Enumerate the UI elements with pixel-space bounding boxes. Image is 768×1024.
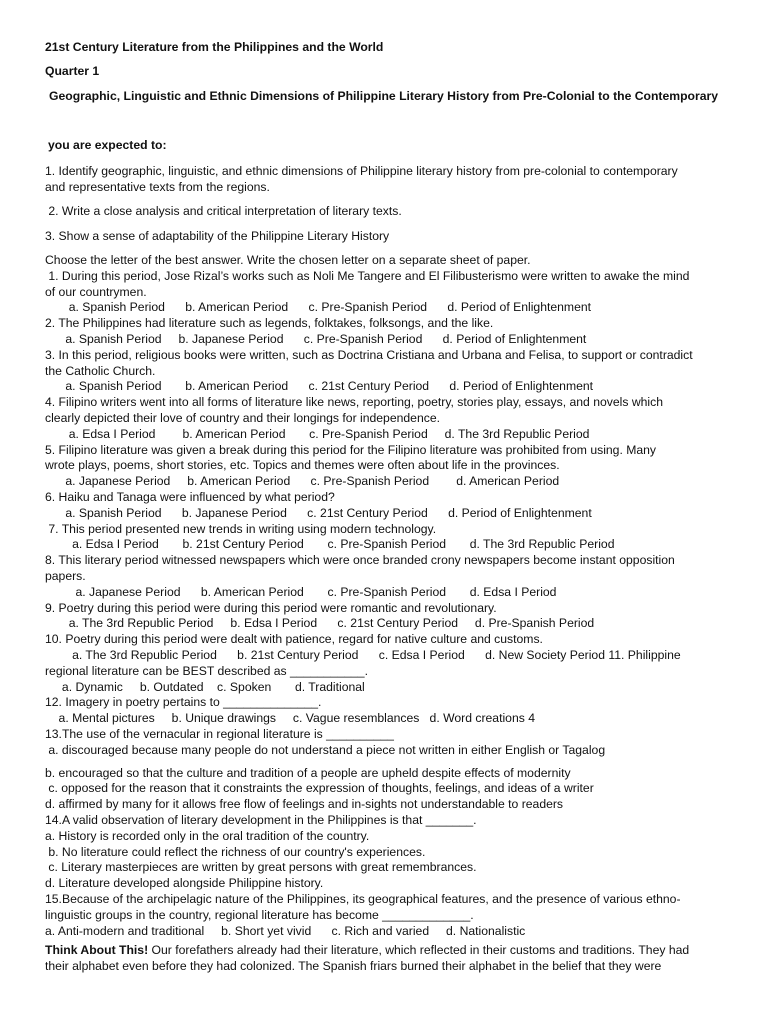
lesson-title: Geographic, Linguistic and Ethnic Dimensions of Philippine Literary History from Pre-Colonial to the Contemporary [49, 89, 719, 103]
quarter-label: Quarter 1 [45, 64, 100, 78]
objective-line: 2. Write a close analysis and critical interpretation of literary texts. [45, 204, 402, 218]
quiz-line: clearly depicted their love of country and their longings for independence. [45, 411, 440, 425]
quiz-line: 8. This literary period witnessed newspapers which were once branded crony newspapers become instant opposition [45, 553, 675, 568]
quiz-line: 7. This period presented new trends in writing using modern technology. [45, 521, 437, 536]
objective-line: 3. Show a sense of adaptability of the Philippine Literary History [45, 229, 390, 243]
quiz-line: d. Literature developed alongside Philippine history. [45, 876, 324, 891]
quiz-line: 12. Imagery in poetry pertains to ______________. [45, 695, 322, 710]
quiz-line: a. Japanese Period b. American Period c. Pre-Spanish Period d. American Period [45, 474, 560, 489]
quiz-line: a. The 3rd Republic Period b. Edsa I Period c. 21st Century Period d. Pre-Spanish Period [45, 616, 595, 631]
quiz-line: a. Edsa I Period b. 21st Century Period c. Pre-Spanish Period d. The 3rd Republic Period [45, 537, 615, 552]
quiz-line: a. discouraged because many people do not understand a piece not written in either English or Tagalog [45, 742, 606, 757]
objective-line: and representative texts from the regions. [45, 180, 270, 194]
quiz-line: a. The 3rd Republic Period b. 21st Century Period c. Edsa I Period d. New Society Period 11. Philippine [45, 648, 681, 662]
quiz-line: 2. The Philippines had literature such as legends, folktakes, folksongs, and the like. [45, 316, 494, 331]
quiz-line: 4. Filipino writers went into all forms of literature like news, reporting, poetry, stories play, essays, and novels which [45, 395, 663, 410]
quiz-line: 13.The use of the vernacular in regional literature is __________ [45, 727, 394, 741]
think-about-this-line-2: their alphabet even before they had colonized. The Spanish friars burned their alphabet in the belief that they were [45, 959, 662, 973]
quiz-line: 15.Because of the archipelagic nature of the Philippines, its geographical features, and the presence of various ethno- [45, 892, 681, 906]
quiz-line: b. No literature could reflect the richness of our country's experiences. [45, 844, 426, 859]
think-about-this-text-1: Our forefathers already had their literature, which reflected in their customs and traditions. They had [148, 943, 690, 957]
quiz-line: linguistic groups in the country, regional literature has become _____________. [45, 907, 474, 922]
quiz-line: regional literature can be BEST described as ___________. [45, 663, 368, 678]
quiz-line: a. Dynamic b. Outdated c. Spoken d. Traditional [45, 679, 365, 694]
quiz-line: 5. Filipino literature was given a break during this period for the Filipino literature was prohibited from using. Many [45, 442, 657, 457]
quiz-line: 9. Poetry during this period were during this period were romantic and revolutionary. [45, 600, 497, 615]
objective-line: 1. Identify geographic, linguistic, and ethnic dimensions of Philippine literary history from pre-colonial to contemporary [45, 164, 678, 178]
quiz-line: papers. [45, 569, 86, 583]
document-title: 21st Century Literature from the Philippines and the World [45, 40, 384, 54]
quiz-line: a. Anti-modern and traditional b. Short yet vivid c. Rich and varied d. Nationalistic [45, 923, 526, 938]
quiz-line: 1. During this period, Jose Rizal’s works such as Noli Me Tangere and El Filibusterismo were written to awake the mind [45, 268, 690, 283]
quiz-line: a. Spanish Period b. Japanese Period c. Pre-Spanish Period d. Period of Enlightenment [45, 332, 587, 346]
quiz-line: a. Spanish Period b. American Period c. 21st Century Period d. Period of Enlightenment [45, 379, 594, 394]
quiz-line: c. Literary masterpieces are written by great persons with great remembrances. [45, 860, 477, 875]
quiz-line: d. affirmed by many for it allows free flow of feelings and in-sights not understandable to readers [45, 797, 564, 812]
quiz-line: the Catholic Church. [45, 363, 156, 378]
quiz-line: wrote plays, poems, short stories, etc. Topics and themes were often about life in the provinces. [45, 458, 560, 473]
quiz-line: a. Edsa I Period b. American Period c. Pre-Spanish Period d. The 3rd Republic Period [45, 426, 590, 441]
quiz-line: 3. In this period, religious books were written, such as Doctrina Cristiana and Urbana and Felisa, to support or contradict [45, 347, 693, 362]
quiz-line: Choose the letter of the best answer. Write the chosen letter on a separate sheet of paper. [45, 253, 531, 267]
quiz-line: 10. Poetry during this period were dealt with patience, regard for native culture and customs. [45, 632, 543, 647]
think-about-this-label: Think About This! [45, 943, 149, 957]
quiz-line: 14.A valid observation of literary development in the Philippines is that _______. [45, 813, 477, 827]
think-about-this-line-1 [45, 943, 689, 958]
quiz-line: a. History is recorded only in the oral tradition of the country. [45, 828, 370, 843]
quiz-line: a. Spanish Period b. Japanese Period c. 21st Century Period d. Period of Enlightenment [45, 505, 592, 520]
quiz-line: 6. Haiku and Tanaga were influenced by what period? [45, 490, 335, 504]
quiz-line: c. opposed for the reason that it constraints the expression of thoughts, feelings, and ideas of a writer [45, 781, 594, 796]
quiz-line: b. encouraged so that the culture and tradition of a people are upheld despite effects of modernity [45, 765, 571, 780]
quiz-line: of our countrymen. [45, 284, 147, 299]
quiz-line: a. Mental pictures b. Unique drawings c. Vague resemblances d. Word creations 4 [45, 711, 535, 726]
quiz-line: a. Spanish Period b. American Period c. Pre-Spanish Period d. Period of Enlightenment [45, 300, 592, 315]
quiz-line: a. Japanese Period b. American Period c. Pre-Spanish Period d. Edsa I Period [45, 584, 557, 599]
expected-heading: you are expected to: [48, 138, 167, 152]
